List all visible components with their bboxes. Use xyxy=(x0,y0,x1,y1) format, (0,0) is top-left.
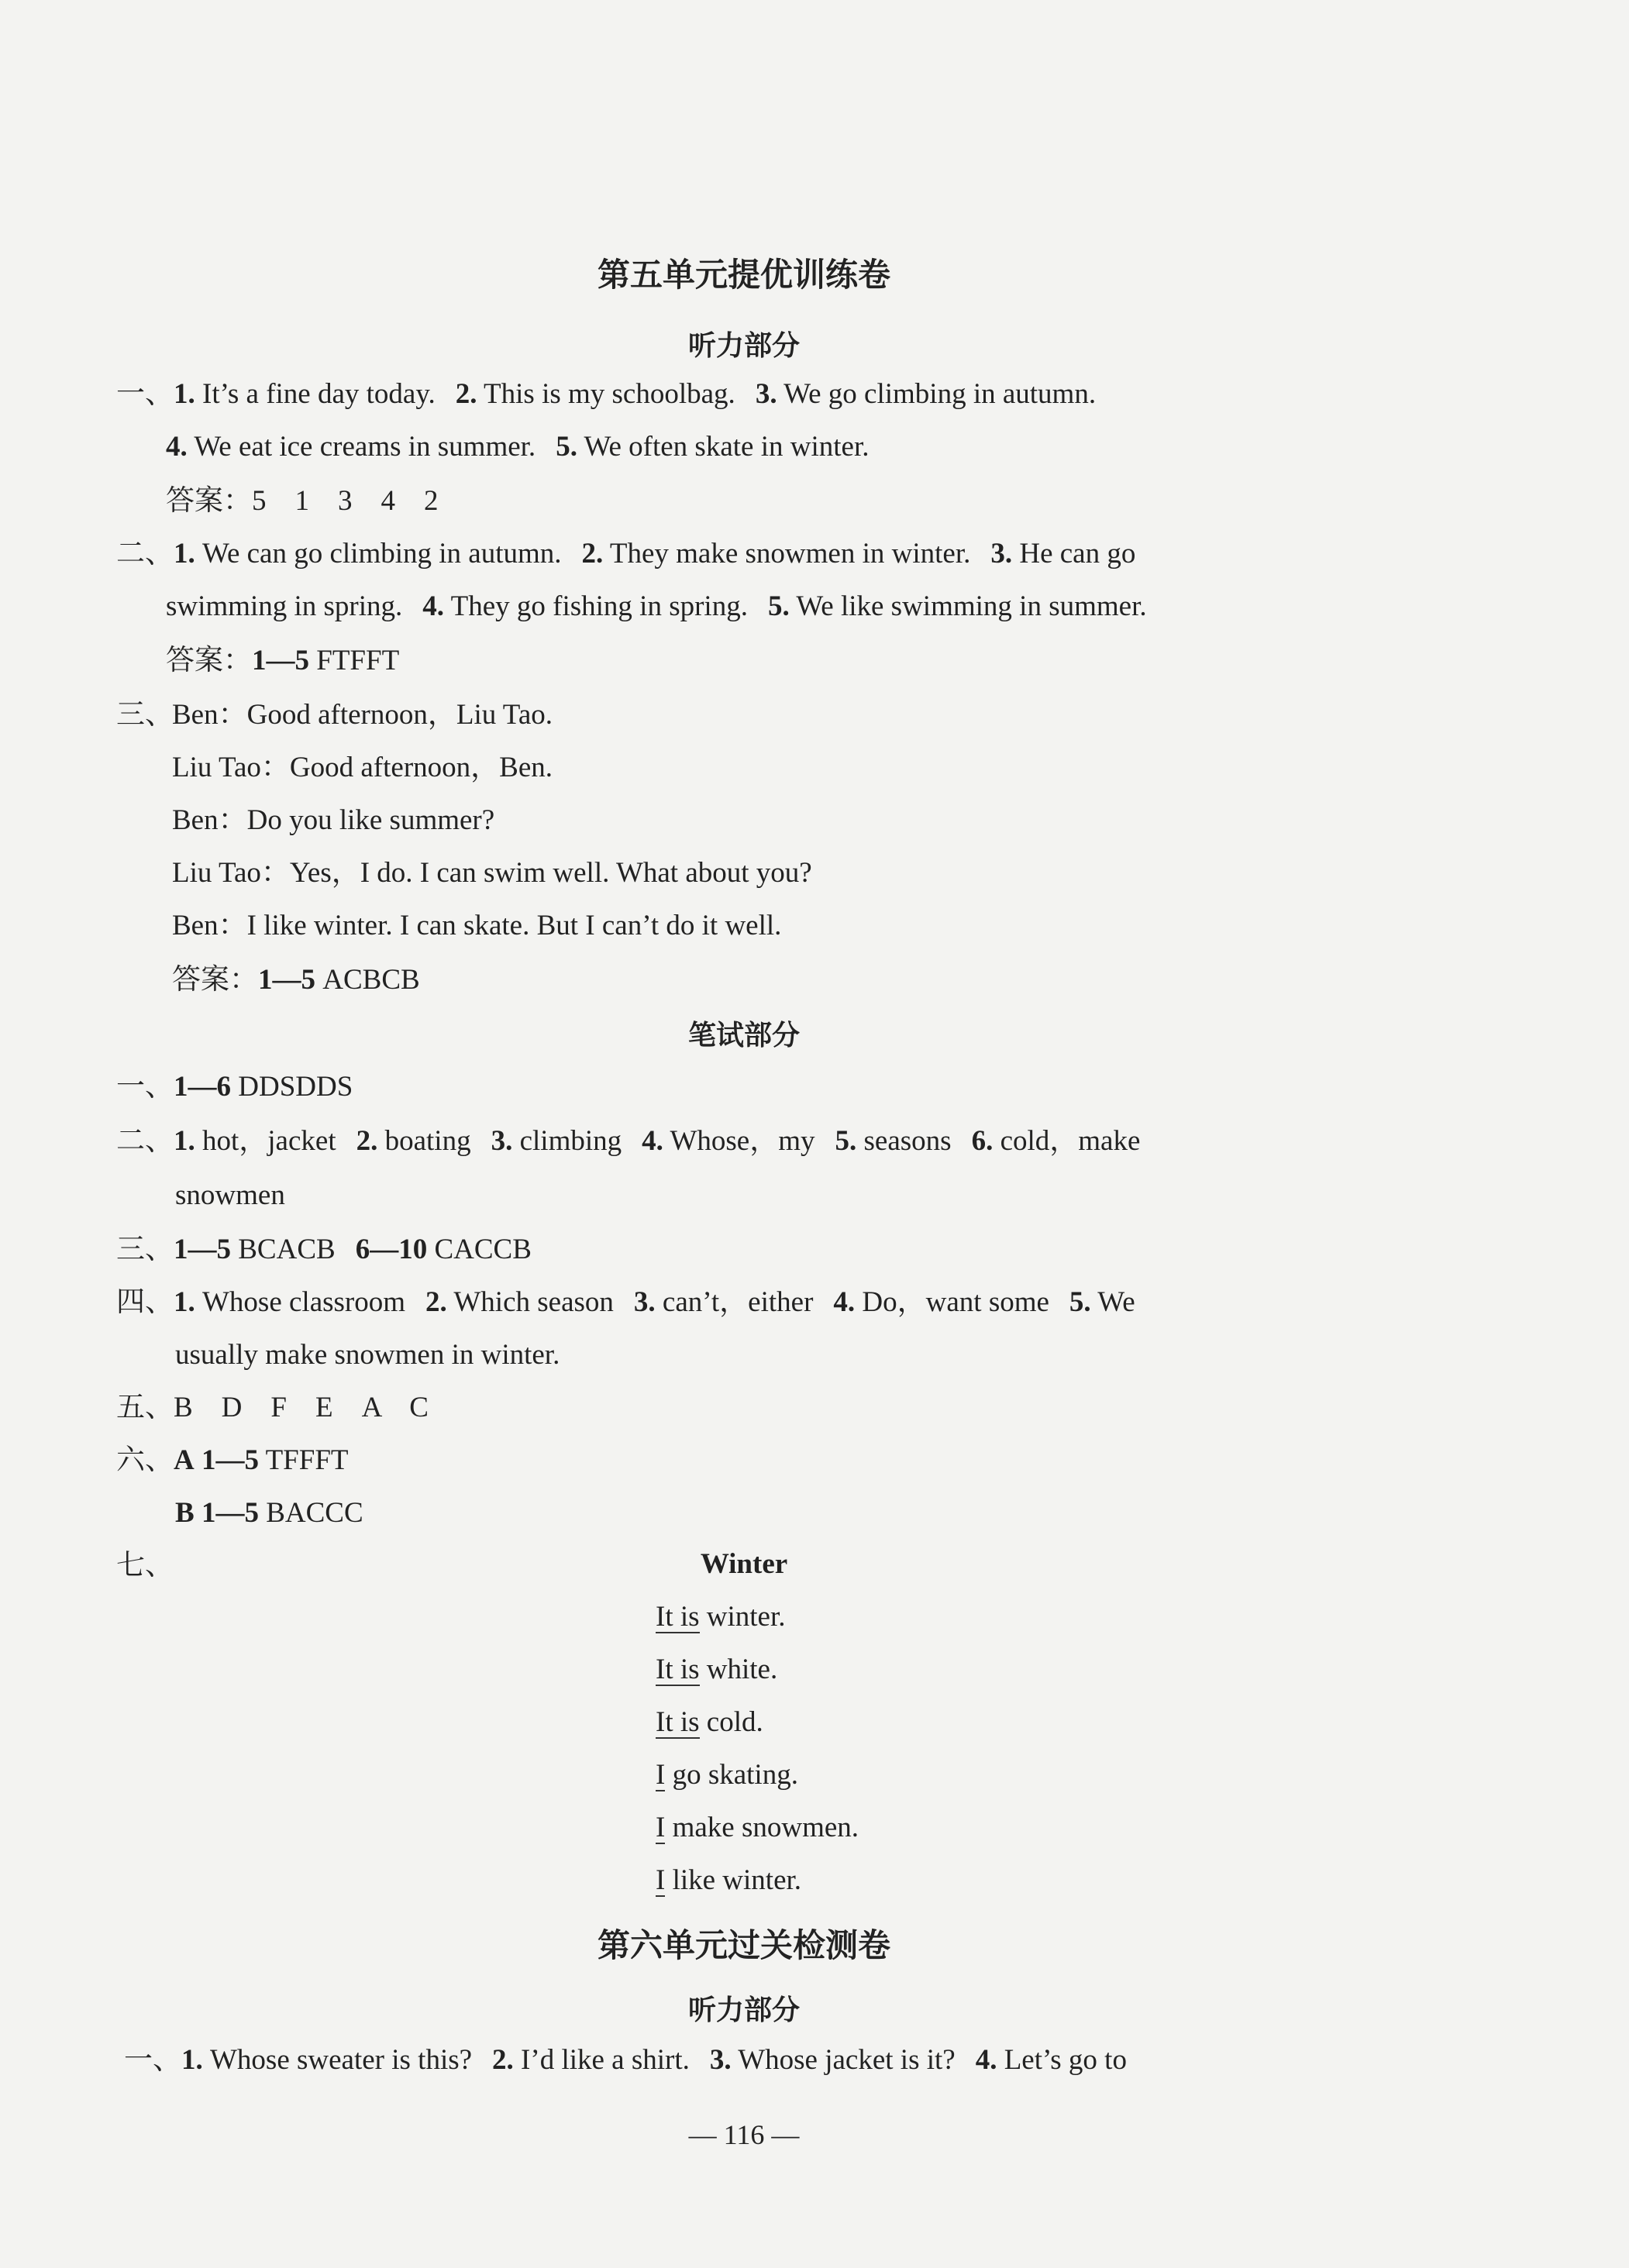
poem-line: I like winter. xyxy=(656,1864,802,1896)
unit5-section-2-answer: 答案：1—5 FTFFT xyxy=(166,645,400,676)
unit5-section-1-line-2: 4. We eat ice creams in summer. 5. We often skate in winter. xyxy=(166,431,870,463)
unit6-section-1-line-1: 一、1. Whose sweater is this? 2. I’d like a shirt. 3. Whose jacket is it? 4. Let’s go to xyxy=(124,2044,1127,2076)
writing-section-6-b: B 1—5 BACCC xyxy=(175,1497,363,1529)
poem-line: It is white. xyxy=(656,1654,778,1685)
unit5-section-3-answer: 答案：1—5 ACBCB xyxy=(172,964,420,996)
writing-section-1: 一、1—6 DDSDDS xyxy=(116,1071,353,1103)
unit5-section-1-answer: 答案：5 1 3 4 2 xyxy=(166,485,439,517)
writing-section-5: 五、B D F E A C xyxy=(116,1392,429,1423)
dialogue-line: Liu Tao：Yes，I do. I can swim well. What about you? xyxy=(172,857,812,889)
dialogue-line: Ben：Do you like summer? xyxy=(172,804,495,836)
poem-line: I make snowmen. xyxy=(656,1812,859,1843)
unit5-section-3-label: 三、 xyxy=(116,699,174,731)
dialogue-line: Liu Tao：Good afternoon，Ben. xyxy=(172,752,553,783)
unit5-section-2-line-1: 二、1. We can go climbing in autumn. 2. They make snowmen in winter. 3. He can go xyxy=(116,538,1136,570)
writing-section-2-line-2: snowmen xyxy=(175,1179,285,1211)
writing-section-4-line-2: usually make snowmen in winter. xyxy=(175,1339,560,1371)
unit5-title: 第五单元提优训练卷 xyxy=(597,256,890,294)
writing-section-2-line-1: 二、1. hot，jacket 2. boating 3. climbing 4. Whose，my 5. seasons 6. cold，make xyxy=(116,1125,1141,1157)
dialogue-line: Ben：I like winter. I can skate. But I can’t do it well. xyxy=(172,910,782,941)
unit6-listening-heading: 听力部分 xyxy=(687,1994,800,2026)
unit5-section-1-line-1: 一、1. It’s a fine day today. 2. This is my schoolbag. 3. We go climbing in autumn. xyxy=(116,378,1097,410)
writing-section-3: 三、1—5 BCACB 6—10 CACCB xyxy=(116,1234,532,1265)
dialogue-line: Ben：Good afternoon，Liu Tao. xyxy=(172,699,553,731)
unit5-section-2-line-2: swimming in spring. 4. They go fishing in spring. 5. We like swimming in summer. xyxy=(166,590,1147,622)
writing-section-7-label: 七、 xyxy=(116,1550,174,1581)
unit5-writing-heading: 笔试部分 xyxy=(687,1020,800,1051)
unit5-listening-heading: 听力部分 xyxy=(687,330,800,362)
poem-title: Winter xyxy=(700,1548,788,1580)
writing-section-4-line-1: 四、1. Whose classroom 2. Which season 3. can’t，either 4. Do，want some 5. We xyxy=(116,1286,1135,1318)
poem-line: I go skating. xyxy=(656,1759,798,1791)
poem-line: It is winter. xyxy=(656,1601,786,1633)
unit6-title: 第六单元过关检测卷 xyxy=(597,1926,890,1964)
page-number: — 116 — xyxy=(688,2119,800,2150)
poem-line: It is cold. xyxy=(656,1706,763,1738)
writing-section-6-a: 六、A 1—5 TFFFT xyxy=(116,1444,349,1476)
